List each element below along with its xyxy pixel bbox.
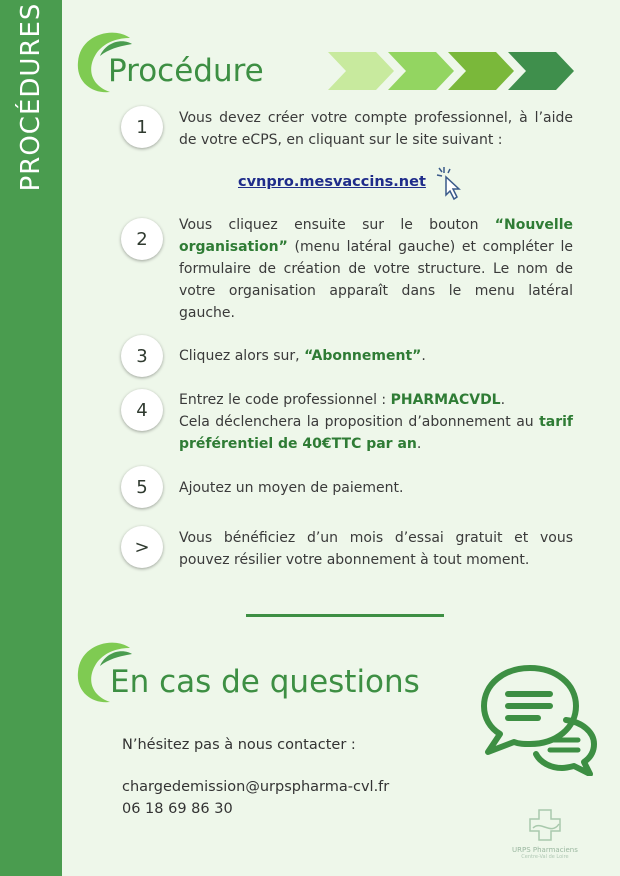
sidebar bbox=[0, 0, 62, 876]
contact-phone[interactable]: 06 18 69 86 30 bbox=[122, 801, 233, 817]
step-5-marker: 5 bbox=[121, 466, 163, 508]
step-2-marker: 2 bbox=[121, 218, 163, 260]
logo-subtitle: Centre-Val de Loire bbox=[521, 854, 569, 860]
site-link[interactable]: cvnpro.mesvaccins.net bbox=[238, 174, 426, 190]
logo-name: URPS Pharmaciens bbox=[512, 846, 578, 854]
step-2-text: Vous cliquez ensuite sur le bouton “Nouvelle organisation” (menu latéral gauche) et compléter le formulaire de création de votre structure. Le nom de votre organisation apparaît dans le menu latéral gauche. bbox=[179, 217, 573, 321]
step-3-text: Cliquez alors sur, “Abonnement”. bbox=[179, 348, 426, 364]
step-5-text: Ajoutez un moyen de paiement. bbox=[179, 480, 404, 496]
contact-email[interactable]: chargedemission@urpspharma-cvl.fr bbox=[122, 779, 390, 795]
pointer-click-icon bbox=[436, 165, 466, 201]
section-divider bbox=[246, 614, 444, 617]
cross-logo-icon bbox=[527, 808, 563, 842]
page-title: Procédure bbox=[108, 53, 264, 89]
step-3-marker: 3 bbox=[121, 335, 163, 377]
urps-logo bbox=[512, 808, 578, 860]
step-4-marker: 4 bbox=[121, 389, 163, 431]
progress-chevrons bbox=[328, 52, 576, 90]
step-4-text: Entrez le code professionnel : PHARMACVDL. Cela déclenchera la proposition d’abonnement au tarif préférentiel de 40€TTC par an. bbox=[179, 392, 573, 452]
step-final-text: Vous bénéficiez d’un mois d’essai gratuit et vous pouvez résilier votre abonnement à tout moment. bbox=[179, 530, 573, 568]
questions-title: En cas de questions bbox=[110, 664, 420, 700]
sidebar-label: PROCÉDURES bbox=[16, 2, 46, 192]
chat-bubbles-icon bbox=[478, 664, 600, 776]
step-final-marker: > bbox=[121, 526, 163, 568]
step-1-text: Vous devez créer votre compte professionnel, à l’aide de votre eCPS, en cliquant sur le site suivant : bbox=[179, 110, 573, 148]
contact-intro: N’hésitez pas à nous contacter : bbox=[122, 737, 356, 753]
step-1-marker: 1 bbox=[121, 106, 163, 148]
